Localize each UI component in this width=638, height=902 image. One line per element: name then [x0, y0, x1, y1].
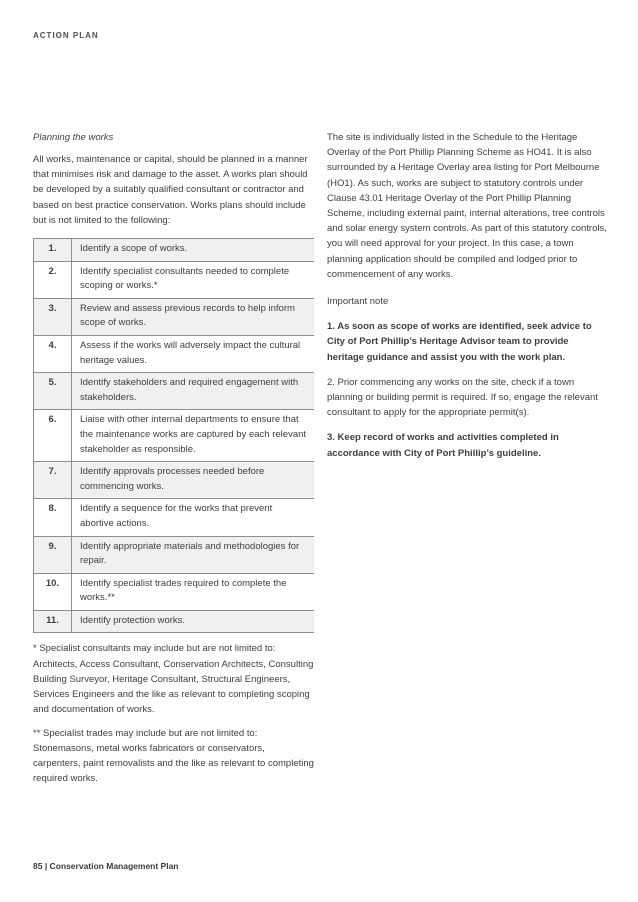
- table-row: [34, 261, 315, 298]
- important-note-heading: Important note: [327, 296, 389, 308]
- action-plan-header: ACTION PLAN: [33, 31, 99, 40]
- note-item-3: 3. Keep record of works and activities completed in accordance with City of Port Phillip’s guideline.: [327, 432, 559, 459]
- row-text: Identify appropriate materials and methodologies for repair.: [80, 540, 300, 567]
- row-text: Identify a sequence for the works that prevent abortive actions.: [80, 503, 273, 529]
- row-text: Identify a scope of works.: [80, 243, 188, 255]
- table-row: [34, 536, 315, 573]
- row-number: 9.: [34, 536, 72, 573]
- row-number: 7.: [34, 462, 72, 499]
- row-number: 6.: [34, 410, 72, 462]
- table-row: [34, 462, 315, 499]
- row-number: 4.: [34, 335, 72, 372]
- row-number: 10.: [34, 573, 72, 610]
- page-footer: 85 | Conservation Management Plan: [33, 861, 179, 871]
- works-plan-table: [33, 238, 314, 633]
- table-row: [34, 410, 315, 462]
- table-row: [34, 298, 315, 335]
- table-row: [34, 239, 315, 262]
- left-column: [33, 130, 314, 786]
- content-columns: [33, 130, 608, 786]
- row-text: Review and assess previous records to help inform scope of works.: [80, 302, 295, 329]
- row-number: 11.: [34, 610, 72, 633]
- note-item-1: 1. As soon as scope of works are identified, seek advice to City of Port Phillip’s Heritage Advisor team to provide heritage guidance and assist you with the work plan.: [327, 321, 592, 363]
- right-column: [327, 130, 608, 786]
- row-text: Identify protection works.: [80, 614, 186, 626]
- row-text: Assess if the works will adversely impact the cultural heritage values.: [80, 339, 301, 366]
- footnote-specialist-consultants: * Specialist consultants may include but are not limited to: Architects, Access Consultant, Conservation Architects, Consulting Building Surveyor, Heritage Consultant, Structural Engineers, Services Engineers and the like as relevant to completing scoping and documentation of works.: [33, 643, 314, 716]
- footnote-specialist-trades: ** Specialist trades may include but are not limited to: Stonemasons, metal works fabricators or conservators, carpenters, paint removalists and the like as relevant to completing required works.: [33, 727, 314, 785]
- intro-paragraph: All works, maintenance or capital, should be planned in a manner that minimises risk and damage to the asset. A works plan should be developed by a suitably qualified consultant or contractor and based on best practice conservation. Works plans should include but is not limited to the following:: [33, 154, 308, 226]
- row-text: Identify stakeholders and required engagement with stakeholders.: [80, 377, 299, 403]
- table-row: [34, 373, 315, 410]
- row-text: Identify specialist trades required to complete the works.**: [80, 577, 287, 604]
- table-row: [34, 573, 315, 610]
- note-item-2: 2. Prior commencing any works on the site, check if a town planning or building permit is required. If so, engage the relevant consultant to apply for the appropriate permit(s).: [327, 376, 598, 419]
- row-number: 3.: [34, 298, 72, 335]
- planning-the-works-heading: Planning the works: [33, 132, 114, 143]
- table-row: [34, 499, 315, 536]
- row-number: 1.: [34, 239, 72, 262]
- table-row: [34, 610, 315, 633]
- table-row: [34, 335, 315, 372]
- row-text: Liaise with other internal departments to ensure that the maintenance works are captured by each relevant stakeholder as responsible.: [80, 414, 307, 455]
- row-number: 2.: [34, 261, 72, 298]
- heritage-overlay-paragraph: The site is individually listed in the Schedule to the Heritage Overlay of the Port Phillip Planning Scheme as HO41. It is also surrounded by a Heritage Overlay area listing for Port Melbourne (HO1). As such, works are subject to statutory controls under Clause 43.01 Heritage Overlay of the Port Phillip Planning Scheme, including external paint, internal alterations, tree controls and solar energy system controls. As part of this statutory controls, you will need approval for your project. In this case, a town planning application should be compiled and lodged prior to commencement of any works.: [327, 132, 607, 280]
- row-number: 5.: [34, 373, 72, 410]
- row-number: 8.: [34, 499, 72, 536]
- row-text: Identify approvals processes needed before commencing works.: [80, 466, 265, 492]
- row-text: Identify specialist consultants needed to complete scoping or works.*: [80, 265, 290, 292]
